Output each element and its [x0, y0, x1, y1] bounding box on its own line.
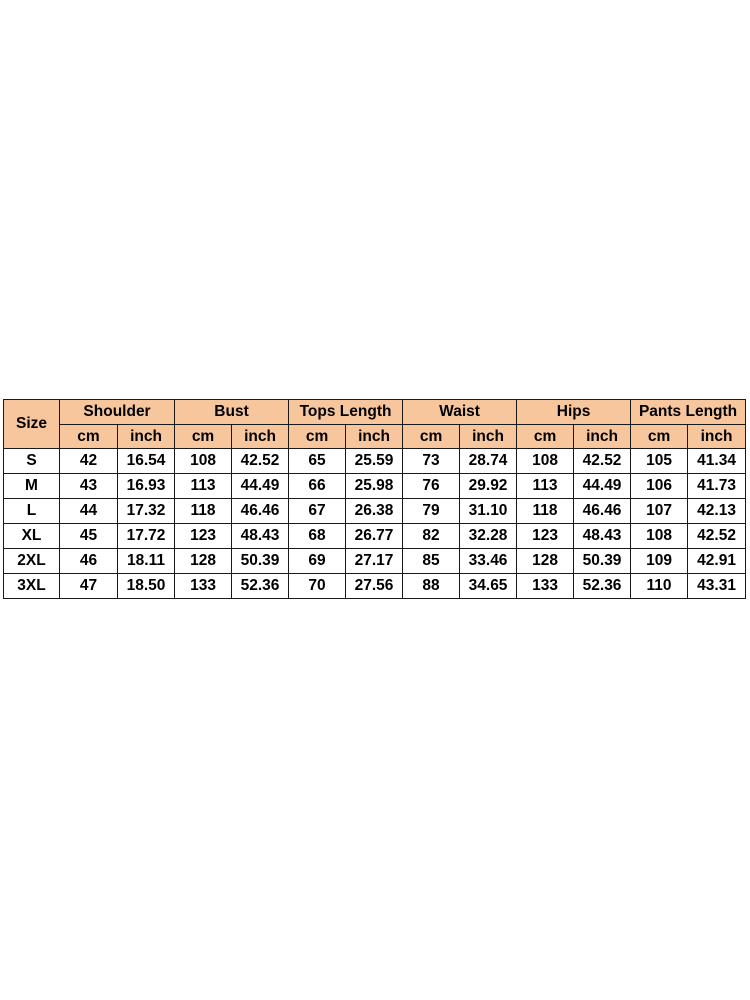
table-header	[4, 400, 746, 449]
waist-header: Waist	[403, 400, 517, 425]
measurement-cell: 109	[631, 549, 688, 574]
unit-header-cm: cm	[631, 425, 688, 449]
measurement-cell: 43.31	[688, 574, 746, 599]
measurement-cell: 44	[60, 499, 118, 524]
size-cell: L	[4, 499, 60, 524]
measurement-cell: 47	[60, 574, 118, 599]
measurement-cell: 42.52	[688, 524, 746, 549]
measurement-cell: 67	[289, 499, 346, 524]
measurement-cell: 45	[60, 524, 118, 549]
measurement-cell: 43	[60, 474, 118, 499]
measurement-cell: 128	[175, 549, 232, 574]
measurement-cell: 17.32	[118, 499, 175, 524]
table-body	[4, 449, 746, 599]
measurement-cell: 41.34	[688, 449, 746, 474]
measurement-cell: 42.13	[688, 499, 746, 524]
measurement-cell: 33.46	[460, 549, 517, 574]
measurement-cell: 27.17	[346, 549, 403, 574]
measurement-cell: 123	[175, 524, 232, 549]
measurement-cell: 28.74	[460, 449, 517, 474]
size-column-header: Size	[4, 400, 60, 449]
table-row	[4, 474, 746, 499]
measurement-cell: 25.59	[346, 449, 403, 474]
measurement-cell: 42.52	[574, 449, 631, 474]
measurement-cell: 42.91	[688, 549, 746, 574]
unit-header-inch: inch	[688, 425, 746, 449]
measurement-cell: 66	[289, 474, 346, 499]
measurement-cell: 52.36	[574, 574, 631, 599]
measurement-cell: 25.98	[346, 474, 403, 499]
measurement-cell: 44.49	[232, 474, 289, 499]
size-cell: 3XL	[4, 574, 60, 599]
measurement-cell: 29.92	[460, 474, 517, 499]
measurement-cell: 133	[517, 574, 574, 599]
measurement-cell: 105	[631, 449, 688, 474]
measurement-cell: 27.56	[346, 574, 403, 599]
measurement-cell: 32.28	[460, 524, 517, 549]
measurement-cell: 26.38	[346, 499, 403, 524]
measurement-cell: 85	[403, 549, 460, 574]
table-row	[4, 549, 746, 574]
table-row	[4, 449, 746, 474]
measurement-cell: 42	[60, 449, 118, 474]
size-cell: 2XL	[4, 549, 60, 574]
measurement-cell: 82	[403, 524, 460, 549]
measurement-cell: 50.39	[574, 549, 631, 574]
unit-header-cm: cm	[60, 425, 118, 449]
size-chart-table	[3, 399, 746, 599]
measurement-cell: 65	[289, 449, 346, 474]
measurement-cell: 73	[403, 449, 460, 474]
measurement-cell: 113	[175, 474, 232, 499]
measurement-cell: 69	[289, 549, 346, 574]
unit-header-cm: cm	[403, 425, 460, 449]
unit-header-cm: cm	[517, 425, 574, 449]
unit-header-inch: inch	[346, 425, 403, 449]
measurement-cell: 70	[289, 574, 346, 599]
measurement-cell: 79	[403, 499, 460, 524]
size-cell: M	[4, 474, 60, 499]
measurement-cell: 123	[517, 524, 574, 549]
measurement-cell: 48.43	[574, 524, 631, 549]
table-row	[4, 574, 746, 599]
size-cell: S	[4, 449, 60, 474]
measurement-cell: 118	[517, 499, 574, 524]
unit-header-inch: inch	[232, 425, 289, 449]
measurement-cell: 108	[631, 524, 688, 549]
pants-length-header: Pants Length	[631, 400, 746, 425]
measurement-cell: 41.73	[688, 474, 746, 499]
measurement-cell: 52.36	[232, 574, 289, 599]
size-cell: XL	[4, 524, 60, 549]
measurement-cell: 108	[517, 449, 574, 474]
measurement-cell: 26.77	[346, 524, 403, 549]
unit-header-inch: inch	[118, 425, 175, 449]
table-row	[4, 524, 746, 549]
measurement-cell: 108	[175, 449, 232, 474]
header-unit-row	[4, 425, 746, 449]
header-group-row	[4, 400, 746, 425]
measurement-cell: 18.50	[118, 574, 175, 599]
measurement-cell: 110	[631, 574, 688, 599]
table-row	[4, 499, 746, 524]
shoulder-header: Shoulder	[60, 400, 175, 425]
measurement-cell: 88	[403, 574, 460, 599]
tops-length-header: Tops Length	[289, 400, 403, 425]
unit-header-inch: inch	[574, 425, 631, 449]
unit-header-cm: cm	[289, 425, 346, 449]
unit-header-cm: cm	[175, 425, 232, 449]
measurement-cell: 113	[517, 474, 574, 499]
measurement-cell: 46.46	[232, 499, 289, 524]
measurement-cell: 17.72	[118, 524, 175, 549]
measurement-cell: 118	[175, 499, 232, 524]
measurement-cell: 31.10	[460, 499, 517, 524]
measurement-cell: 16.54	[118, 449, 175, 474]
measurement-cell: 46	[60, 549, 118, 574]
measurement-cell: 128	[517, 549, 574, 574]
measurement-cell: 34.65	[460, 574, 517, 599]
measurement-cell: 46.46	[574, 499, 631, 524]
measurement-cell: 68	[289, 524, 346, 549]
hips-header: Hips	[517, 400, 631, 425]
measurement-cell: 42.52	[232, 449, 289, 474]
measurement-cell: 48.43	[232, 524, 289, 549]
bust-header: Bust	[175, 400, 289, 425]
measurement-cell: 50.39	[232, 549, 289, 574]
measurement-cell: 76	[403, 474, 460, 499]
measurement-cell: 107	[631, 499, 688, 524]
measurement-cell: 106	[631, 474, 688, 499]
measurement-cell: 133	[175, 574, 232, 599]
measurement-cell: 18.11	[118, 549, 175, 574]
unit-header-inch: inch	[460, 425, 517, 449]
measurement-cell: 44.49	[574, 474, 631, 499]
measurement-cell: 16.93	[118, 474, 175, 499]
